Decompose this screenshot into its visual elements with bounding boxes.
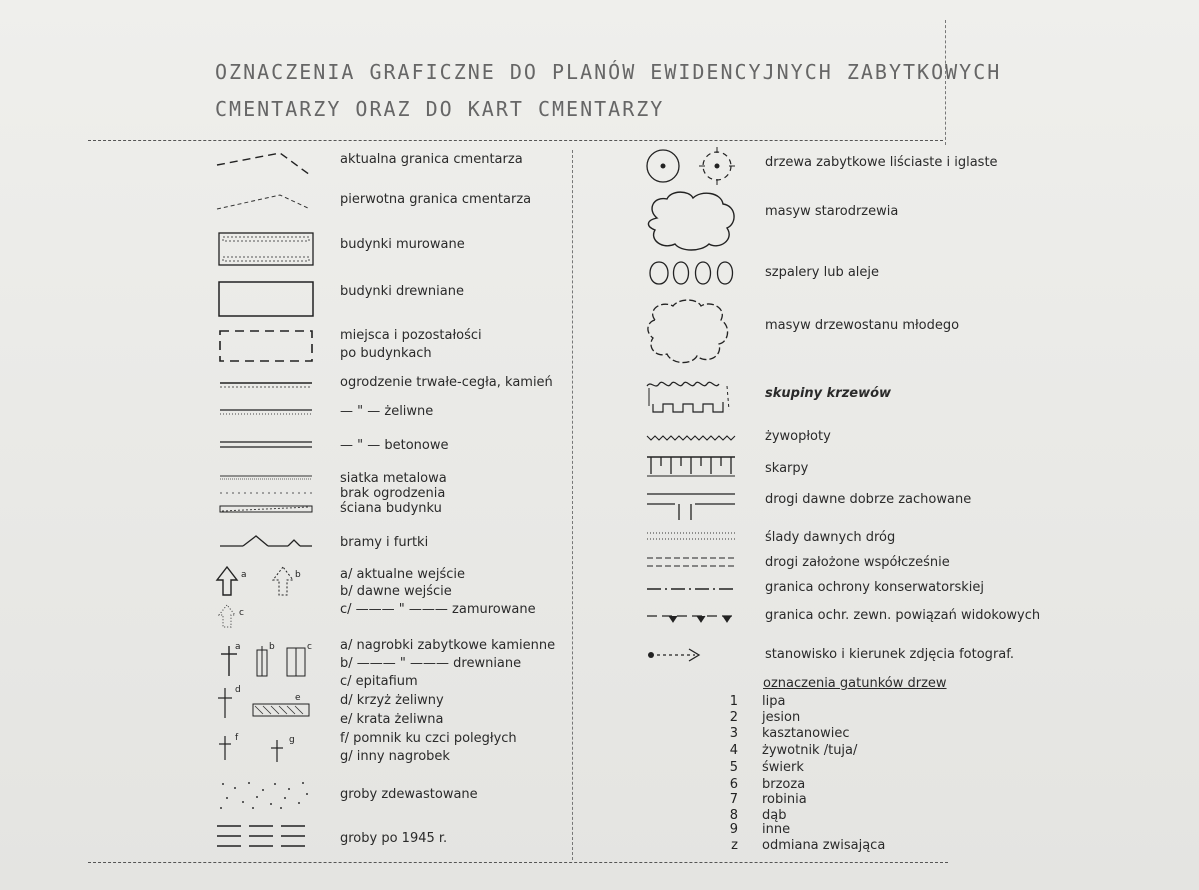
center-divider xyxy=(572,150,573,860)
war-memorial-label: f/ pomnik ku czci poległych xyxy=(340,731,517,746)
tree-species-number: 3 xyxy=(729,726,738,741)
building-remains-label-1: miejsca i pozostałości xyxy=(340,328,482,343)
tree-species-number: 5 xyxy=(729,760,738,775)
tree-species-name: świerk xyxy=(762,760,804,775)
visual-protection-boundary-symbol xyxy=(645,610,740,626)
conservation-boundary-symbol xyxy=(645,584,740,594)
cast-iron-fence-symbol xyxy=(218,405,316,419)
bottom-divider xyxy=(88,862,948,863)
tree-species-name: lipa xyxy=(762,694,786,709)
permanent-fence-symbol xyxy=(218,378,316,392)
devastated-graves-symbol xyxy=(215,778,315,812)
entrance-a-label: a/ aktualne wejście xyxy=(340,567,466,582)
svg-text:a: a xyxy=(241,570,247,580)
current-boundary-label: aktualna granica cmentarza xyxy=(340,152,523,167)
gates-label: bramy i furtki xyxy=(340,535,429,550)
hedges-symbol xyxy=(645,430,740,444)
historic-trees-symbol xyxy=(645,145,740,187)
cast-iron-cross-label: d/ krzyż żeliwny xyxy=(340,693,444,708)
modern-roads-symbol xyxy=(645,555,740,569)
tree-species-number: 7 xyxy=(729,792,738,807)
epitaph-label: c/ epitafium xyxy=(340,674,418,689)
fence-types-symbol xyxy=(218,470,316,520)
document-title-line-1: OZNACZENIA GRAFICZNE DO PLANÓW EWIDENCYJNYCH ZABYTKOWYCH xyxy=(215,60,1002,84)
tree-species-name: jesion xyxy=(762,710,801,725)
gravestone-symbols xyxy=(215,640,325,770)
hedges-label: żywopłoty xyxy=(765,429,831,444)
tree-species-name: inne xyxy=(762,822,791,837)
entrance-arrows-symbol xyxy=(215,565,315,640)
wooden-building-label: budynki drewniane xyxy=(340,284,464,299)
svg-text:d: d xyxy=(235,685,241,695)
old-roads-preserved-symbol xyxy=(645,490,740,522)
shrub-groups-label: skupiny krzewów xyxy=(765,386,892,401)
gravestone-b-label: b/ ——— " ——— drewniane xyxy=(340,656,522,671)
tree-species-number: 8 xyxy=(729,808,738,823)
shrub-groups-symbol xyxy=(645,376,740,418)
tree-species-name: kasztanowiec xyxy=(762,726,850,741)
svg-text:e: e xyxy=(295,693,301,703)
current-boundary-symbol xyxy=(215,145,315,185)
permanent-fence-label: ogrodzenie trwałe-cegła, kamień xyxy=(340,375,553,390)
tree-species-name: dąb xyxy=(762,808,787,823)
original-boundary-symbol xyxy=(215,183,315,218)
old-road-traces-label: ślady dawnych dróg xyxy=(765,530,896,545)
top-divider xyxy=(88,140,943,141)
right-margin-line xyxy=(945,20,946,145)
building-remains-label-2: po budynkach xyxy=(340,346,432,361)
gravestone-a-label: a/ nagrobki zabytkowe kamienne xyxy=(340,638,556,653)
svg-text:b: b xyxy=(269,642,275,652)
tree-species-number: 6 xyxy=(729,777,738,792)
tree-species-header: oznaczenia gatunków drzew xyxy=(763,676,947,691)
old-stand-symbol xyxy=(645,190,740,252)
tree-species-name: robinia xyxy=(762,792,807,807)
cast-iron-fence-label: — " — żeliwne xyxy=(340,404,434,419)
alleys-symbol xyxy=(645,258,740,288)
photo-point-label: stanowisko i kierunek zdjęcia fotograf. xyxy=(765,647,1015,662)
svg-text:g: g xyxy=(289,735,295,745)
document-title-line-2: CMENTARZY ORAZ DO KART CMENTARZY xyxy=(215,97,665,121)
gates-symbol xyxy=(218,532,316,554)
other-gravestone-label: g/ inny nagrobek xyxy=(340,749,450,764)
tree-species-name: odmiana zwisająca xyxy=(762,838,886,853)
brick-building-label: budynki murowane xyxy=(340,237,465,252)
tree-species-number: 2 xyxy=(729,710,738,725)
svg-text:f: f xyxy=(235,733,239,743)
tree-species-number: 4 xyxy=(729,743,738,758)
photo-point-symbol xyxy=(645,645,740,665)
alleys-label: szpalery lub aleje xyxy=(765,265,880,280)
metal-mesh-label: siatka metalowa xyxy=(340,471,447,486)
brick-building-symbol xyxy=(218,230,316,268)
building-wall-label: ściana budynku xyxy=(340,501,442,516)
building-remains-symbol xyxy=(218,328,316,366)
wooden-building-symbol xyxy=(218,280,316,320)
historic-trees-label: drzewa zabytkowe liściaste i iglaste xyxy=(765,155,998,170)
young-stand-label: masyw drzewostanu młodego xyxy=(765,318,960,333)
conservation-boundary-label: granica ochrony konserwatorskiej xyxy=(765,580,984,595)
tree-species-name: brzoza xyxy=(762,777,806,792)
young-stand-symbol xyxy=(645,298,735,368)
post-1945-graves-symbol xyxy=(215,820,315,856)
svg-text:c: c xyxy=(239,608,244,618)
tree-species-number: 1 xyxy=(729,694,738,709)
old-stand-label: masyw starodrzewia xyxy=(765,204,899,219)
entrance-b-label: b/ dawne wejście xyxy=(340,584,452,599)
old-roads-preserved-label: drogi dawne dobrze zachowane xyxy=(765,492,972,507)
devastated-graves-label: groby zdewastowane xyxy=(340,787,478,802)
slopes-label: skarpy xyxy=(765,461,809,476)
cast-iron-grille-label: e/ krata żeliwna xyxy=(340,712,444,727)
entrance-c-label: c/ ——— " ——— zamurowane xyxy=(340,602,536,617)
slopes-symbol xyxy=(645,454,740,480)
tree-species-number: z xyxy=(731,838,738,853)
no-fence-label: brak ogrodzenia xyxy=(340,486,446,501)
original-boundary-label: pierwotna granica cmentarza xyxy=(340,192,532,207)
svg-text:a: a xyxy=(235,642,241,652)
visual-protection-boundary-label: granica ochr. zewn. powiązań widokowych xyxy=(765,608,1041,623)
tree-species-number: 9 xyxy=(729,822,738,837)
svg-text:b: b xyxy=(295,570,301,580)
concrete-fence-label: — " — betonowe xyxy=(340,438,449,453)
concrete-fence-symbol xyxy=(218,438,316,452)
modern-roads-label: drogi założone współcześnie xyxy=(765,555,950,570)
tree-species-name: żywotnik /tuja/ xyxy=(762,743,858,758)
post-1945-graves-label: groby po 1945 r. xyxy=(340,831,448,846)
svg-text:c: c xyxy=(307,642,312,652)
old-road-traces-symbol xyxy=(645,530,740,542)
